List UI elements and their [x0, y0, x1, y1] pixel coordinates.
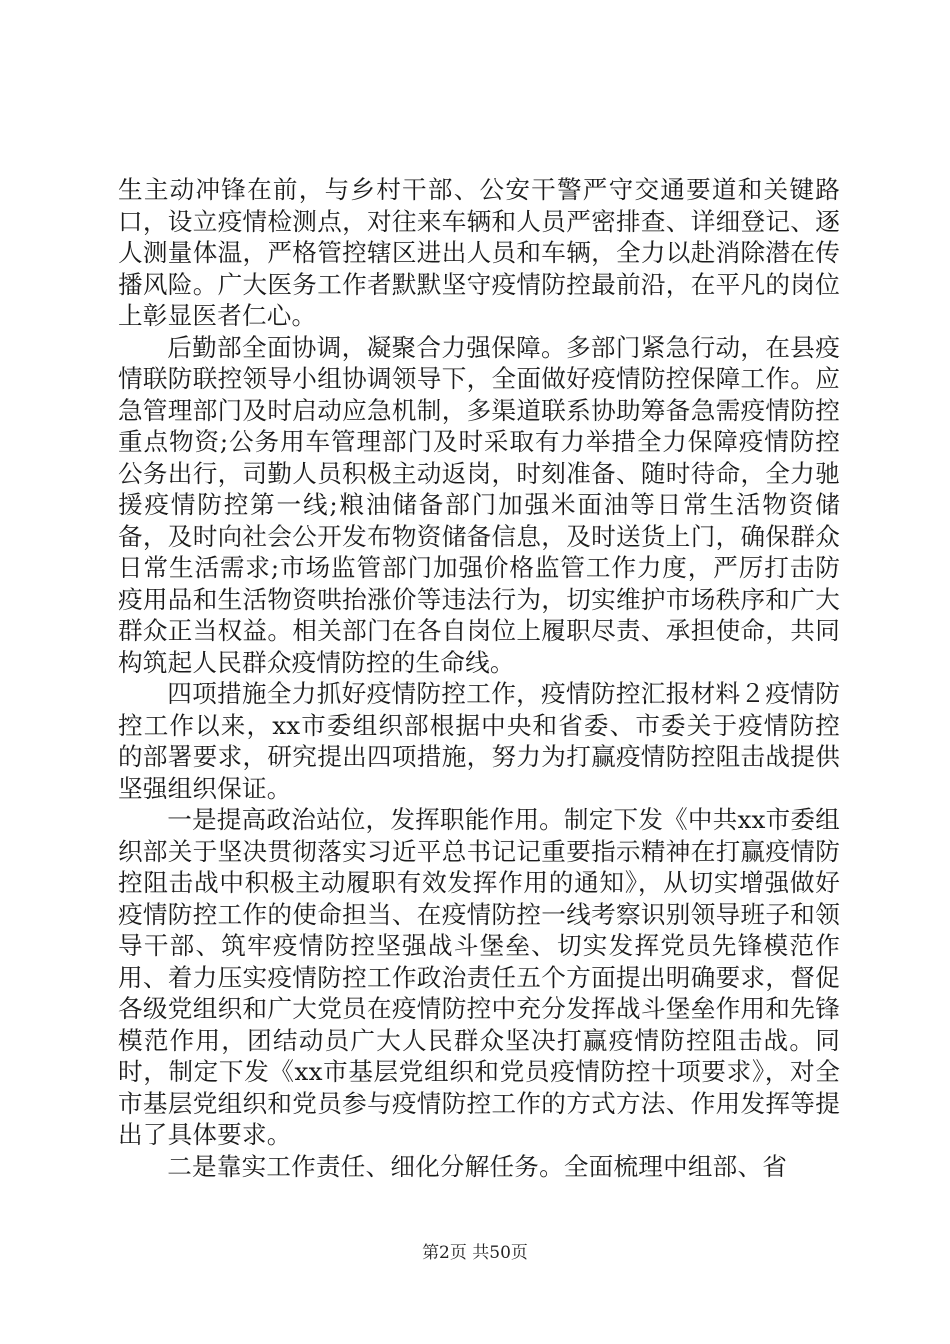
paragraph-logistics: 后勤部全面协调，凝聚合力强保障。多部门紧急行动，在县疫情联防联控领导小组协调领导下，全面做好疫情防控保障工作。应急管理部门及时启动应急机制，多渠道联系协助筹备急需疫情防控重点物资;公务用车管理部门及时采取有力举措全力保障疫情防控公务出行，司勤人员积极主动返岗，时刻准备、随时待命，全力驰援疫情防控第一线;粮油储备部门加强米面油等日常生活物资储备，及时向社会公开发布物资储备信息，及时送货上门，确保群众日常生活需求;市场监管部门加强价格监管工作力度，严厉打击防疫用品和生活物资哄抬涨价等违法行为，切实维护市场秩序和广大群众正当权益。相关部门在各自岗位上履职尽责、承担使命，共同构筑起人民群众疫情防控的生命线。 — [118, 332, 840, 677]
paragraph-continuation: 生主动冲锋在前，与乡村干部、公安干警严守交通要道和关键路口，设立疫情检测点，对往来车辆和人员严密排查、详细登记、逐人测量体温，严格管控辖区进出人员和车辆，全力以赴消除潜在传播风险。广大医务工作者默默坚守疫情防控最前沿，在平凡的岗位上彰显医者仁心。 — [118, 175, 840, 330]
paragraph-measure-two: 二是靠实工作责任、细化分解任务。全面梳理中组部、省 — [167, 1151, 788, 1181]
paragraph-measure-one: 一是提高政治站位，发挥职能作用。制定下发《中共xx市委组织部关于坚决贯彻落实习近平总书记记重要指示精神在打赢疫情防控阻击战中积极主动履职有效发挥作用的通知》，从切实增强做好疫情防控工作的使命担当、在疫情防控一线考察识别领导班子和领导干部、筑牢疫情防控坚强战斗堡垒、切实发挥党员先锋模范作用、着力压实疫情防控工作政治责任五个方面提出明确要求，督促各级党组织和广大党员在疫情防控中充分发挥战斗堡垒作用和先锋模范作用，团结动员广大人民群众坚决打赢疫情防控阻击战。同时，制定下发《xx市基层党组织和党员疫情防控十项要求》，对全市基层党组织和党员参与疫情防控工作的方式方法、作用发挥等提出了具体要求。 — [118, 805, 840, 1149]
page-footer: 第2页 共50页 — [422, 1243, 528, 1263]
document-body — [118, 174, 840, 1182]
paragraph-four-measures: 四项措施全力抓好疫情防控工作，疫情防控汇报材料２疫情防控工作以来，xx市委组织部根据中央和省委、市委关于疫情防控的部署要求，研究提出四项措施，努力为打赢疫情防控阻击战提供坚强组织保证。 — [118, 679, 840, 803]
